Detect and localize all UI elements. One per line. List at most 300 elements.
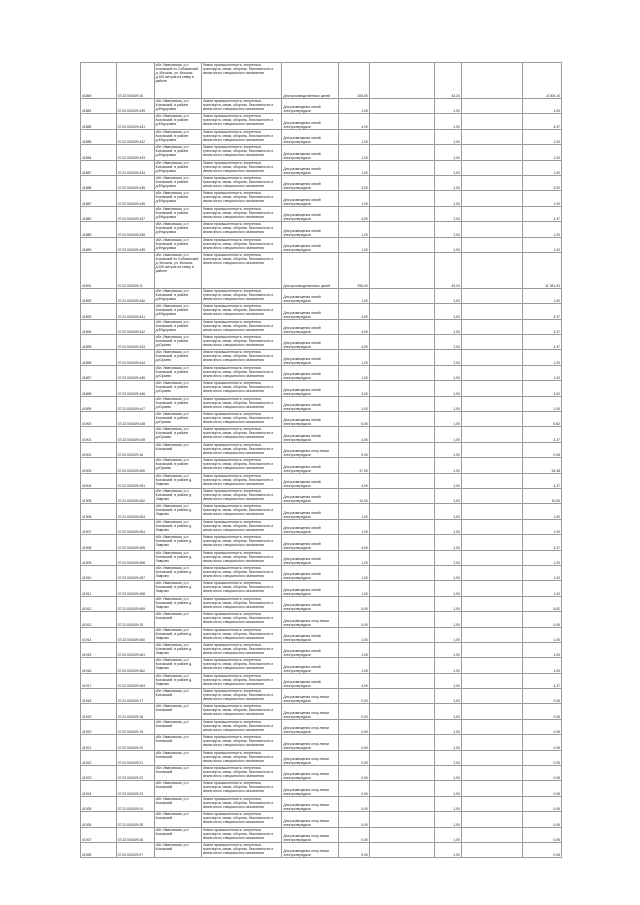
cell-cat: Земли промышленности, энергетики, транспорта, связи, обороны, безопасности и земли иного специального назначения <box>201 673 282 688</box>
cell-area: 1,00 <box>338 129 369 144</box>
cell-num: 37:22:000029:436 <box>116 191 154 206</box>
cell-use: Для размещения линий электропередачи <box>282 160 338 175</box>
cell-empty <box>461 612 522 627</box>
cell-addr: обл. Ивановская, р-н Кохомский, в районе д.Юрьево <box>154 350 201 365</box>
table-row <box>81 796 562 811</box>
cell-cat: Земли промышленности, энергетики, транспорта, связи, обороны, безопасности и земли иного специального назначения <box>201 222 282 237</box>
cell-num: 37:22:000029:11 <box>116 252 154 288</box>
cell-empty <box>461 442 522 457</box>
cell-val: 1,00 <box>435 781 461 796</box>
table-row <box>81 596 562 611</box>
cell-id: 41887 <box>81 160 117 175</box>
cell-empty <box>461 412 522 427</box>
cell-area: 1,00 <box>338 160 369 175</box>
table-row <box>81 304 562 319</box>
cell-val: 1,00 <box>435 304 461 319</box>
cell-addr: обл. Ивановская, р-н Кохомский, в районе д. Лаврово <box>154 596 201 611</box>
cell-addr: обл. Ивановская, р-н Кохомский, в районе д.Юрьево <box>154 458 201 473</box>
cell-empty <box>461 658 522 673</box>
cell-empty <box>461 129 522 144</box>
cell-empty <box>461 719 522 734</box>
cell-sum: 3,00 <box>522 175 561 190</box>
cell-num: 37:22:000029:439 <box>116 99 154 114</box>
table-row <box>81 812 562 827</box>
cell-empty <box>369 365 435 380</box>
table-row <box>81 473 562 488</box>
cell-area: 4,00 <box>338 319 369 334</box>
cell-use: Для размещения линий электропередачи <box>282 596 338 611</box>
cell-addr: обл. Ивановская, р-н Кохомский, в районе д.Фёдоровка <box>154 222 201 237</box>
cell-use: Для размещения линий электропередачи <box>282 114 338 129</box>
cell-area: 4,00 <box>338 335 369 350</box>
cell-id: 41885 <box>81 114 117 129</box>
cell-empty <box>369 488 435 503</box>
cell-cat: Земли промышленности, энергетики, транспорта, связи, обороны, безопасности и земли иного специального назначения <box>201 365 282 380</box>
cell-val: 1,00 <box>435 335 461 350</box>
cell-area: 1,00 <box>338 222 369 237</box>
cell-sum: 4,37 <box>522 206 561 221</box>
cell-use: Для размещения опор линии электропередачи <box>282 796 338 811</box>
cell-area: 0,00 <box>338 442 369 457</box>
cell-area: 37,00 <box>338 458 369 473</box>
cell-empty <box>461 565 522 580</box>
cell-id: 41899 <box>81 396 117 411</box>
cell-cat: Земли промышленности, энергетики, транспорта, связи, обороны, безопасности и земли иного специального назначения <box>201 642 282 657</box>
cell-num: 37:22:000029:451 <box>116 473 154 488</box>
cell-val: 1,00 <box>435 519 461 534</box>
cell-addr: обл. Ивановская, р-н Кохомский, в районе д. Лаврово <box>154 535 201 550</box>
cell-area: 0,00 <box>338 612 369 627</box>
cell-cat: Земли промышленности, энергетики, транспорта, связи, обороны, безопасности и земли иного специального назначения <box>201 304 282 319</box>
cell-cat: Земли промышленности, энергетики, транспорта, связи, обороны, безопасности и земли иного специального назначения <box>201 288 282 303</box>
cell-num: 37:22:000029:15 <box>116 612 154 627</box>
cell-num: 37:22:000029:18 <box>116 704 154 719</box>
cell-area: 1,00 <box>338 565 369 580</box>
cell-addr: обл. Ивановская, р-н Кохомский <box>154 442 201 457</box>
cell-id: 41904 <box>81 473 117 488</box>
cell-val: 1,00 <box>435 581 461 596</box>
cell-use: Для размещения опор линии электропередачи <box>282 612 338 627</box>
cell-area: 1,00 <box>338 658 369 673</box>
cell-empty <box>461 473 522 488</box>
cell-num: 37:22:000029:448 <box>116 412 154 427</box>
cell-empty <box>369 673 435 688</box>
cell-id: 41884 <box>81 145 117 160</box>
cell-empty <box>461 519 522 534</box>
cell-cat: Земли промышленности, энергетики, транспорта, связи, обороны, безопасности и земли иного специального назначения <box>201 99 282 114</box>
cell-sum: 1,00 <box>522 658 561 673</box>
cell-addr: обл. Ивановская, р-н Кохомский, в районе д. Лаврово <box>154 550 201 565</box>
cell-use: Для размещения линий электропередачи <box>282 550 338 565</box>
table-row <box>81 642 562 657</box>
cell-id: 41869 <box>81 63 117 99</box>
cell-val: 43,24 <box>435 63 461 99</box>
cell-use: Для размещения линий электропередачи <box>282 488 338 503</box>
cell-sum: 5,82 <box>522 596 561 611</box>
cell-use: Для размещения линий электропередачи <box>282 145 338 160</box>
cell-cat: Земли промышленности, энергетики, транспорта, связи, обороны, безопасности и земли иного специального назначения <box>201 842 282 857</box>
table-row <box>81 129 562 144</box>
cell-sum: 1,00 <box>522 288 561 303</box>
table-row <box>81 612 562 627</box>
cell-sum: 0,05 <box>522 719 561 734</box>
cell-empty <box>461 550 522 565</box>
cell-empty <box>369 704 435 719</box>
cell-sum: 0,05 <box>522 842 561 857</box>
cell-area: 0,00 <box>338 704 369 719</box>
table-row <box>81 442 562 457</box>
table-row <box>81 252 562 288</box>
cell-empty <box>461 842 522 857</box>
cell-val: 43,24 <box>435 252 461 288</box>
cell-empty <box>369 473 435 488</box>
cell-cat: Земли промышленности, энергетики, транспорта, связи, обороны, безопасности и земли иного специального назначения <box>201 381 282 396</box>
cell-use: Для размещения линий электропередачи <box>282 365 338 380</box>
cell-id: 41907 <box>81 519 117 534</box>
cell-val: 1,00 <box>435 114 461 129</box>
cell-val: 1,00 <box>435 488 461 503</box>
cell-use: Для размещения линий электропередачи <box>282 504 338 519</box>
cell-cat: Земли промышленности, энергетики, транспорта, связи, обороны, безопасности и земли иного специального назначения <box>201 627 282 642</box>
cell-use: Для размещения линий электропередачи <box>282 319 338 334</box>
cell-use: Для размещения опор линии электропередачи <box>282 689 338 704</box>
cell-val: 1,00 <box>435 612 461 627</box>
cell-area: 10,00 <box>338 488 369 503</box>
cell-sum: 0,05 <box>522 442 561 457</box>
table-row <box>81 673 562 688</box>
table-row <box>81 781 562 796</box>
cell-val: 1,00 <box>435 99 461 114</box>
cell-empty <box>461 304 522 319</box>
cell-num: 37:22:000029:10 <box>116 63 154 99</box>
cell-addr: обл. Ивановская, р-н Кохомский, в районе д.Фёдоровка <box>154 191 201 206</box>
cell-id: 41887 <box>81 191 117 206</box>
table-row <box>81 458 562 473</box>
cell-empty <box>461 160 522 175</box>
table-row <box>81 550 562 565</box>
cell-empty <box>369 396 435 411</box>
cell-num: 37:22:000029:454 <box>116 519 154 534</box>
cell-empty <box>369 63 435 99</box>
cell-num: 37:22:000029:461 <box>116 642 154 657</box>
cell-sum: 4,37 <box>522 473 561 488</box>
cell-area: 0,00 <box>338 719 369 734</box>
cell-cat: Земли промышленности, энергетики, транспорта, связи, обороны, безопасности и земли иного специального назначения <box>201 129 282 144</box>
cell-num: 37:22:000029:455 <box>116 535 154 550</box>
cell-empty <box>369 842 435 857</box>
cell-empty <box>369 129 435 144</box>
cell-area: 1,00 <box>338 350 369 365</box>
cell-sum: 1,00 <box>522 519 561 534</box>
cell-cat: Земли промышленности, энергетики, транспорта, связи, обороны, безопасности и земли иного специального назначения <box>201 796 282 811</box>
table-row <box>81 719 562 734</box>
table-body <box>81 63 562 858</box>
cell-num: 37:22:000029:447 <box>116 396 154 411</box>
cell-area: 1,00 <box>338 288 369 303</box>
cell-id: 41921 <box>81 735 117 750</box>
table-row <box>81 504 562 519</box>
cell-num: 37:22:000029:22 <box>116 766 154 781</box>
cell-num: 37:22:000029:443 <box>116 335 154 350</box>
cell-empty <box>461 63 522 99</box>
cell-area: 0,00 <box>338 766 369 781</box>
table-row <box>81 627 562 642</box>
cell-val: 1,00 <box>435 442 461 457</box>
cell-num: 37:22:000029:456 <box>116 550 154 565</box>
cell-empty <box>461 596 522 611</box>
cell-empty <box>369 565 435 580</box>
cell-sum: 1,00 <box>522 191 561 206</box>
cell-addr: обл. Ивановская, р-н Кохомский, в районе д. Лаврово <box>154 519 201 534</box>
cell-id: 41894 <box>81 319 117 334</box>
cell-num: 37:22:000029:435 <box>116 175 154 190</box>
cell-empty <box>369 719 435 734</box>
cell-cat: Земли промышленности, энергетики, транспорта, связи, обороны, безопасности и земли иного специального назначения <box>201 335 282 350</box>
cell-empty <box>369 335 435 350</box>
cell-empty <box>461 237 522 252</box>
cell-area: 1,00 <box>338 519 369 534</box>
cell-id: 41916 <box>81 658 117 673</box>
cell-num: 37:22:000029:438 <box>116 222 154 237</box>
cell-id: 41893 <box>81 304 117 319</box>
cell-use: Для размещения линий электропередачи <box>282 519 338 534</box>
cell-use: Для размещения опор линии электропередачи <box>282 827 338 842</box>
cell-sum: 4,37 <box>522 335 561 350</box>
cell-empty <box>369 796 435 811</box>
cell-val: 1,00 <box>435 750 461 765</box>
cell-use: Для размещения опор линии электропередачи <box>282 750 338 765</box>
cell-empty <box>461 827 522 842</box>
cell-addr: обл. Ивановская, р-н Кохомский <box>154 704 201 719</box>
table-row <box>81 535 562 550</box>
cell-val: 1,00 <box>435 827 461 842</box>
cell-sum: 3,00 <box>522 381 561 396</box>
cell-sum: 4,37 <box>522 673 561 688</box>
cell-val: 1,00 <box>435 129 461 144</box>
cell-cat: Земли промышленности, энергетики, транспорта, связи, обороны, безопасности и земли иного специального назначения <box>201 114 282 129</box>
cell-addr: обл. Ивановская, р-н Кохомский <box>154 842 201 857</box>
table-row <box>81 704 562 719</box>
cell-addr: обл. Ивановская, р-н Кохомский, в районе д. Лаврово <box>154 627 201 642</box>
cell-num: 37:22:000029:433 <box>116 145 154 160</box>
cell-area: 1,00 <box>338 581 369 596</box>
cell-addr: обл. Ивановская, р-н Кохомский, в районе д.Фёдоровка <box>154 145 201 160</box>
cell-sum: 11 081,94 <box>522 252 561 288</box>
cell-area: 3,00 <box>338 175 369 190</box>
cell-cat: Земли промышленности, энергетики, транспорта, связи, обороны, безопасности и земли иного специального назначения <box>201 442 282 457</box>
cell-cat: Земли промышленности, энергетики, транспорта, связи, обороны, безопасности и земли иного специального назначения <box>201 689 282 704</box>
cell-id: 41902 <box>81 442 117 457</box>
cell-id: 41895 <box>81 335 117 350</box>
cell-empty <box>369 535 435 550</box>
cell-sum: 1,00 <box>522 550 561 565</box>
cell-sum: 1,00 <box>522 145 561 160</box>
table-row <box>81 319 562 334</box>
cell-empty <box>461 175 522 190</box>
cell-val: 1,00 <box>435 689 461 704</box>
cell-empty <box>369 766 435 781</box>
cell-sum: 0,05 <box>522 781 561 796</box>
cell-cat: Земли промышленности, энергетики, транспорта, связи, обороны, безопасности и земли иного специального назначения <box>201 735 282 750</box>
cell-sum: 0,05 <box>522 827 561 842</box>
cell-empty <box>461 206 522 221</box>
cell-empty <box>369 412 435 427</box>
cell-sum: 0,05 <box>522 612 561 627</box>
cell-num: 37:22:000029:440 <box>116 288 154 303</box>
cell-val: 1,00 <box>435 175 461 190</box>
cell-cat: Земли промышленности, энергетики, транспорта, связи, обороны, безопасности и земли иного специального назначения <box>201 412 282 427</box>
cell-use: Для размещения линий электропередачи <box>282 535 338 550</box>
table-row <box>81 63 562 99</box>
cell-id: 41910 <box>81 565 117 580</box>
cell-use: Для размещения линий электропередачи <box>282 396 338 411</box>
cell-empty <box>461 689 522 704</box>
cell-num: 37:22:000029:444 <box>116 350 154 365</box>
cell-empty <box>461 222 522 237</box>
cell-num: 37:22:000029:432 <box>116 129 154 144</box>
cell-sum: 1,00 <box>522 129 561 144</box>
cell-area: 1,00 <box>338 237 369 252</box>
cell-use: Для размещения линий электропередачи <box>282 288 338 303</box>
cell-empty <box>369 504 435 519</box>
cell-empty <box>369 206 435 221</box>
cell-use: Для размещения линий электропередачи <box>282 99 338 114</box>
cell-sum: 4,37 <box>522 114 561 129</box>
cell-empty <box>461 335 522 350</box>
cell-use: Для производственных целей <box>282 63 338 99</box>
cell-empty <box>369 550 435 565</box>
cell-addr: обл. Ивановская, р-н Кохомский по Собакинский д. Мочалы, ул. Мочалы, д.300 метров на север в районе <box>154 252 201 288</box>
cell-use: Для размещения линий электропередачи <box>282 222 338 237</box>
cell-val: 1,00 <box>435 381 461 396</box>
cell-val: 1,00 <box>435 565 461 580</box>
cell-id: 41911 <box>81 581 117 596</box>
cell-sum: 1,00 <box>522 396 561 411</box>
cell-area: 0,00 <box>338 812 369 827</box>
cell-area: 1,00 <box>338 504 369 519</box>
cell-addr: обл. Ивановская, р-н Кохомский, в районе д. Лаврово <box>154 473 201 488</box>
cell-empty <box>369 319 435 334</box>
cell-empty <box>369 145 435 160</box>
cell-num: 37:22:000029:23 <box>116 781 154 796</box>
cell-cat: Земли промышленности, энергетики, транспорта, связи, обороны, безопасности и земли иного специального назначения <box>201 396 282 411</box>
cell-area: 0,00 <box>338 750 369 765</box>
table-row <box>81 160 562 175</box>
cell-val: 1,00 <box>435 365 461 380</box>
cell-id: 41905 <box>81 488 117 503</box>
cell-empty <box>369 750 435 765</box>
cell-empty <box>461 458 522 473</box>
cell-empty <box>369 350 435 365</box>
cell-cat: Земли промышленности, энергетики, транспорта, связи, обороны, безопасности и земли иного специального назначения <box>201 565 282 580</box>
cell-num: 37:22:000029:442 <box>116 319 154 334</box>
cell-sum: 1,00 <box>522 627 561 642</box>
cell-id: 41917 <box>81 673 117 688</box>
cell-use: Для размещения линий электропередачи <box>282 627 338 642</box>
cell-addr: обл. Ивановская, р-н Кохомский <box>154 719 201 734</box>
cell-sum: 1,00 <box>522 99 561 114</box>
cell-use: Для размещения опор линии электропередачи <box>282 442 338 457</box>
cell-addr: обл. Ивановская, р-н Кохомский по Собакинский д. Мочалы, ул. Мочалы, д.300 метров на север в районе <box>154 63 201 99</box>
table-row <box>81 175 562 190</box>
table-row <box>81 99 562 114</box>
cell-num: 37:22:000029:446 <box>116 381 154 396</box>
cell-use: Для размещения линий электропередачи <box>282 673 338 688</box>
cell-sum: 4,37 <box>522 427 561 442</box>
cell-id: 41924 <box>81 781 117 796</box>
cell-empty <box>369 735 435 750</box>
cell-area: 1,00 <box>338 550 369 565</box>
cell-val: 1,00 <box>435 658 461 673</box>
cell-empty <box>461 427 522 442</box>
cell-cat: Земли промышленности, энергетики, транспорта, связи, обороны, безопасности и земли иного специального назначения <box>201 750 282 765</box>
cell-area: 1,00 <box>338 145 369 160</box>
land-parcels-table <box>80 62 562 858</box>
cell-use: Для производственных целей <box>282 252 338 288</box>
cell-empty <box>461 396 522 411</box>
cell-id: 41918 <box>81 689 117 704</box>
cell-val: 1,00 <box>435 319 461 334</box>
cell-use: Для размещения линий электропередачи <box>282 427 338 442</box>
cell-use: Для размещения линий электропередачи <box>282 237 338 252</box>
cell-empty <box>461 627 522 642</box>
cell-empty <box>461 381 522 396</box>
cell-addr: обл. Ивановская, р-н Кохомский, в районе д. Лаврово <box>154 642 201 657</box>
cell-cat: Земли промышленности, энергетики, транспорта, связи, обороны, безопасности и земли иного специального назначения <box>201 458 282 473</box>
cell-addr: обл. Ивановская, р-н Кохомский, в районе д.Юрьево <box>154 365 201 380</box>
cell-use: Для размещения линий электропередачи <box>282 565 338 580</box>
cell-cat: Земли промышленности, энергетики, транспорта, связи, обороны, безопасности и земли иного специального назначения <box>201 781 282 796</box>
cell-val: 1,00 <box>435 504 461 519</box>
cell-val: 1,00 <box>435 550 461 565</box>
cell-addr: обл. Ивановская, р-н Кохомский, в районе д.Юрьево <box>154 381 201 396</box>
cell-use: Для размещения линий электропередачи <box>282 206 338 221</box>
cell-num: 37:22:000029:445 <box>116 365 154 380</box>
cell-addr: обл. Ивановская, р-н Кохомский <box>154 735 201 750</box>
cell-cat: Земли промышленности, энергетики, транспорта, связи, обороны, безопасности и земли иного специального назначения <box>201 427 282 442</box>
cell-empty <box>369 191 435 206</box>
table-row <box>81 827 562 842</box>
cell-id: 41923 <box>81 766 117 781</box>
cell-val: 1,00 <box>435 396 461 411</box>
cell-addr: обл. Ивановская, р-н Кохомский <box>154 827 201 842</box>
cell-area: 4,00 <box>338 304 369 319</box>
cell-addr: обл. Ивановская, р-н Кохомский, в районе д.Фёдоровка <box>154 319 201 334</box>
cell-area: 5,00 <box>338 412 369 427</box>
cell-sum: 34,38 <box>522 458 561 473</box>
cell-area: 4,00 <box>338 206 369 221</box>
cell-addr: обл. Ивановская, р-н Кохомский <box>154 796 201 811</box>
cell-area: 256,00 <box>338 252 369 288</box>
table-row <box>81 206 562 221</box>
cell-id: 41901 <box>81 427 117 442</box>
cell-addr: обл. Ивановская, р-н Кохомский <box>154 812 201 827</box>
cell-id: 41915 <box>81 642 117 657</box>
cell-use: Для размещения линий электропередачи <box>282 175 338 190</box>
cell-empty <box>461 288 522 303</box>
cell-empty <box>369 288 435 303</box>
cell-use: Для размещения линий электропередачи <box>282 350 338 365</box>
cell-val: 1,00 <box>435 812 461 827</box>
cell-val: 1,00 <box>435 350 461 365</box>
cell-sum: 1,00 <box>522 642 561 657</box>
cell-area: 4,00 <box>338 673 369 688</box>
cell-empty <box>369 175 435 190</box>
cell-cat: Земли промышленности, энергетики, транспорта, связи, обороны, безопасности и земли иного специального назначения <box>201 827 282 842</box>
cell-empty <box>369 642 435 657</box>
cell-id: 41896 <box>81 350 117 365</box>
cell-use: Для размещения линий электропередачи <box>282 642 338 657</box>
